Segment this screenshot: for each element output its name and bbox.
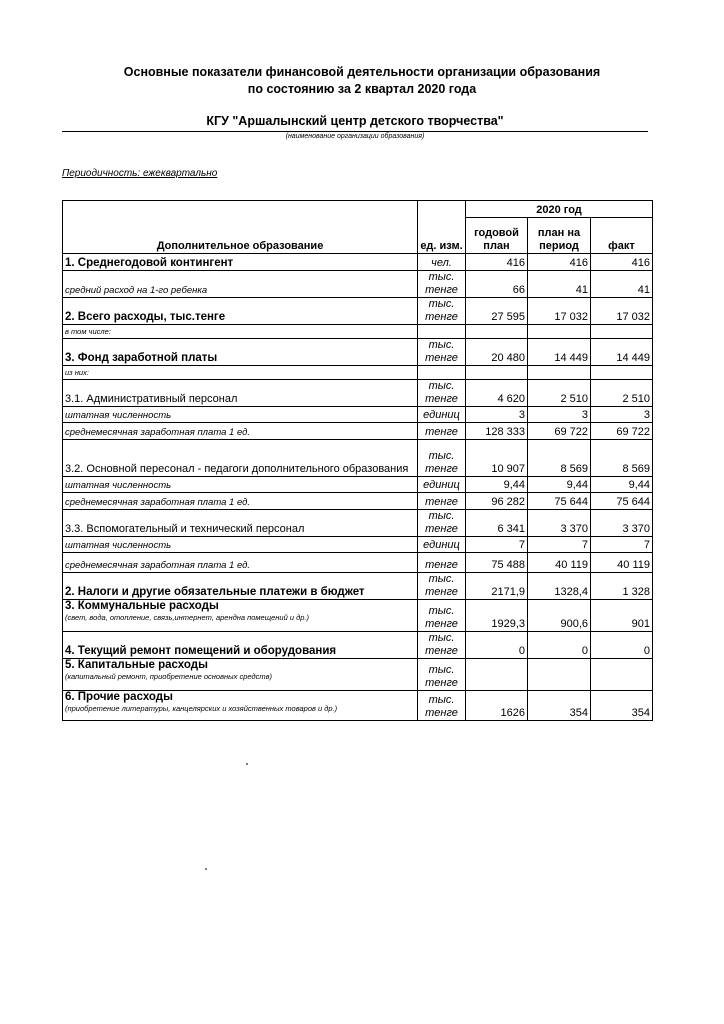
row-annual-plan: 7: [466, 537, 528, 553]
row-period-plan: [528, 659, 591, 691]
row-period-plan: 9,44: [528, 477, 591, 493]
row-label-cell: [63, 407, 418, 423]
table-row: [63, 477, 653, 493]
row-label: 3.3. Вспомогательный и технический персонал: [65, 523, 305, 535]
organization-name: КГУ "Аршалынский центр детского творчества": [206, 114, 504, 128]
row-period-plan: 900,6: [528, 600, 591, 632]
row-label-cell: [63, 339, 418, 366]
row-unit: тенге: [418, 423, 466, 440]
table-row: [63, 271, 653, 298]
row-unit: тыс. тенге: [418, 440, 466, 477]
row-label: штатная численность: [65, 540, 172, 551]
row-label-cell: [63, 423, 418, 440]
row-label-cell: [63, 573, 418, 600]
row-unit: [418, 325, 466, 339]
row-label: 4. Текущий ремонт помещений и оборудования: [65, 645, 337, 657]
table-row: [63, 600, 653, 632]
row-fact: 416: [591, 254, 653, 271]
table-row: [63, 632, 653, 659]
row-annual-plan: 416: [466, 254, 528, 271]
row-period-plan: 17 032: [528, 298, 591, 325]
row-fact: [591, 659, 653, 691]
row-fact: [591, 366, 653, 380]
row-label-cell: [63, 440, 418, 477]
row-unit: тыс. тенге: [418, 600, 466, 632]
row-unit: чел.: [418, 254, 466, 271]
row-period-plan: 7: [528, 537, 591, 553]
table-row: [63, 423, 653, 440]
table-row: [63, 325, 653, 339]
financial-indicators-table: [62, 200, 653, 721]
document-title-line1: Основные показатели финансовой деятельности организации образования: [123, 65, 601, 79]
row-annual-plan: 20 480: [466, 339, 528, 366]
row-label: 3. Фонд заработной платы: [65, 352, 218, 364]
row-label-cell: [63, 537, 418, 553]
header-annual-plan: годовой план: [466, 218, 528, 254]
row-period-plan: [528, 325, 591, 339]
row-label-cell: [63, 691, 418, 721]
row-annual-plan: 128 333: [466, 423, 528, 440]
header-fact: факт: [591, 218, 653, 254]
row-label: 3.1. Административный персонал: [65, 393, 238, 405]
row-period-plan: 69 722: [528, 423, 591, 440]
row-label-cell: [63, 632, 418, 659]
periodicity-note: Периодичность: ежеквартально: [62, 168, 218, 179]
row-unit: тыс. тенге: [418, 271, 466, 298]
row-annual-plan: 9,44: [466, 477, 528, 493]
row-period-plan: 75 644: [528, 493, 591, 510]
row-annual-plan: 96 282: [466, 493, 528, 510]
row-annual-plan: 1929,3: [466, 600, 528, 632]
row-annual-plan: 75 488: [466, 553, 528, 573]
row-unit: тыс. тенге: [418, 691, 466, 721]
row-fact: 17 032: [591, 298, 653, 325]
row-unit: тыс. тенге: [418, 298, 466, 325]
row-annual-plan: 2171,9: [466, 573, 528, 600]
table-header-row: [63, 201, 653, 218]
row-fact: 2 510: [591, 380, 653, 407]
row-annual-plan: 4 620: [466, 380, 528, 407]
row-period-plan: 1328,4: [528, 573, 591, 600]
row-label-cell: [63, 325, 418, 339]
row-period-plan: 14 449: [528, 339, 591, 366]
table-row: [63, 298, 653, 325]
row-unit: тыс. тенге: [418, 573, 466, 600]
row-unit: единиц: [418, 477, 466, 493]
organization-caption: (наименование организации образования): [285, 133, 425, 140]
row-period-plan: [528, 366, 591, 380]
row-label: 6. Прочие расходы: [65, 691, 173, 703]
row-fact: 40 119: [591, 553, 653, 573]
row-period-plan: 3 370: [528, 510, 591, 537]
row-annual-plan: [466, 325, 528, 339]
row-fact: 9,44: [591, 477, 653, 493]
row-fact: 3 370: [591, 510, 653, 537]
table-row: [63, 339, 653, 366]
row-label: в том числе:: [65, 327, 111, 336]
table-row: [63, 440, 653, 477]
row-annual-plan: 1626: [466, 691, 528, 721]
row-fact: 75 644: [591, 493, 653, 510]
table-row: [63, 493, 653, 510]
row-fact: 0: [591, 632, 653, 659]
row-annual-plan: 6 341: [466, 510, 528, 537]
row-label-cell: [63, 553, 418, 573]
row-unit: тыс. тенге: [418, 339, 466, 366]
organization-underline: [62, 131, 648, 132]
row-unit: [418, 366, 466, 380]
row-fact: 354: [591, 691, 653, 721]
row-period-plan: 0: [528, 632, 591, 659]
row-fact: 7: [591, 537, 653, 553]
row-label-cell: [63, 254, 418, 271]
row-fact: 14 449: [591, 339, 653, 366]
row-annual-plan: 3: [466, 407, 528, 423]
row-label: среднемесячная заработная плата 1 ед.: [65, 497, 251, 508]
table-row: [63, 510, 653, 537]
row-unit: тенге: [418, 493, 466, 510]
row-period-plan: 41: [528, 271, 591, 298]
row-fact: 1 328: [591, 573, 653, 600]
header-year-cell: 2020 год: [466, 201, 653, 218]
row-fact: 3: [591, 407, 653, 423]
row-label: среднемесячная заработная плата 1 ед.: [65, 427, 251, 438]
row-unit: тыс. тенге: [418, 659, 466, 691]
row-annual-plan: [466, 659, 528, 691]
row-label: штатная численность: [65, 410, 172, 421]
row-label-cell: [63, 366, 418, 380]
scan-speck: [205, 868, 207, 870]
row-label: 3.2. Основной пересонал - педагоги дополнительного образования: [65, 463, 409, 475]
row-label: среднемесячная заработная плата 1 ед.: [65, 560, 251, 571]
row-label: 3. Коммунальные расходы: [65, 600, 219, 612]
row-fact: [591, 325, 653, 339]
row-label-cell: [63, 510, 418, 537]
row-period-plan: 2 510: [528, 380, 591, 407]
row-label-cell: [63, 380, 418, 407]
row-unit: единиц: [418, 537, 466, 553]
row-unit: тенге: [418, 553, 466, 573]
row-label-cell: [63, 659, 418, 691]
row-label-cell: [63, 271, 418, 298]
row-label: из них:: [65, 368, 89, 377]
header-name-cell: Дополнительное образование: [63, 201, 418, 254]
document-title-line2: по состоянию за 2 квартал 2020 года: [247, 82, 477, 96]
table-row: [63, 573, 653, 600]
row-fact: 8 569: [591, 440, 653, 477]
row-label: средний расход на 1-го ребенка: [65, 285, 208, 296]
row-label-cell: [63, 477, 418, 493]
row-label: 2. Налоги и другие обязательные платежи в бюджет: [65, 586, 365, 598]
row-unit: тыс. тенге: [418, 510, 466, 537]
row-annual-plan: 0: [466, 632, 528, 659]
header-period-plan: план на период: [528, 218, 591, 254]
row-sublabel: (капитальный ремонт, приобретение основных средств): [65, 672, 273, 681]
row-fact: 41: [591, 271, 653, 298]
table-row: [63, 537, 653, 553]
row-sublabel: (приобретение литературы, канцелярских и хозяйственных товаров и др.): [65, 704, 338, 713]
row-label: 1. Среднегодовой контингент: [65, 257, 234, 269]
table-row: [63, 380, 653, 407]
row-label: 2. Всего расходы, тыс.тенге: [65, 311, 226, 323]
row-label-cell: [63, 493, 418, 510]
row-unit: тыс. тенге: [418, 632, 466, 659]
row-sublabel: (свет, вода, отопление, связь,интернет, арендна помещений и др.): [65, 613, 309, 622]
table-row: [63, 659, 653, 691]
header-unit-cell: ед. изм.: [418, 201, 466, 254]
scan-speck: [246, 763, 248, 765]
table-row: [63, 691, 653, 721]
table-row: [63, 366, 653, 380]
row-unit: единиц: [418, 407, 466, 423]
row-fact: 69 722: [591, 423, 653, 440]
row-period-plan: 3: [528, 407, 591, 423]
row-period-plan: 40 119: [528, 553, 591, 573]
row-unit: тыс. тенге: [418, 380, 466, 407]
row-label: 5. Капитальные расходы: [65, 659, 208, 671]
row-label-cell: [63, 298, 418, 325]
row-period-plan: 8 569: [528, 440, 591, 477]
row-period-plan: 354: [528, 691, 591, 721]
row-annual-plan: 66: [466, 271, 528, 298]
table-row: [63, 407, 653, 423]
row-label-cell: [63, 600, 418, 632]
row-annual-plan: 10 907: [466, 440, 528, 477]
row-annual-plan: 27 595: [466, 298, 528, 325]
row-fact: 901: [591, 600, 653, 632]
table-row: [63, 254, 653, 271]
row-annual-plan: [466, 366, 528, 380]
row-label: штатная численность: [65, 480, 172, 491]
row-period-plan: 416: [528, 254, 591, 271]
table-row: [63, 553, 653, 573]
